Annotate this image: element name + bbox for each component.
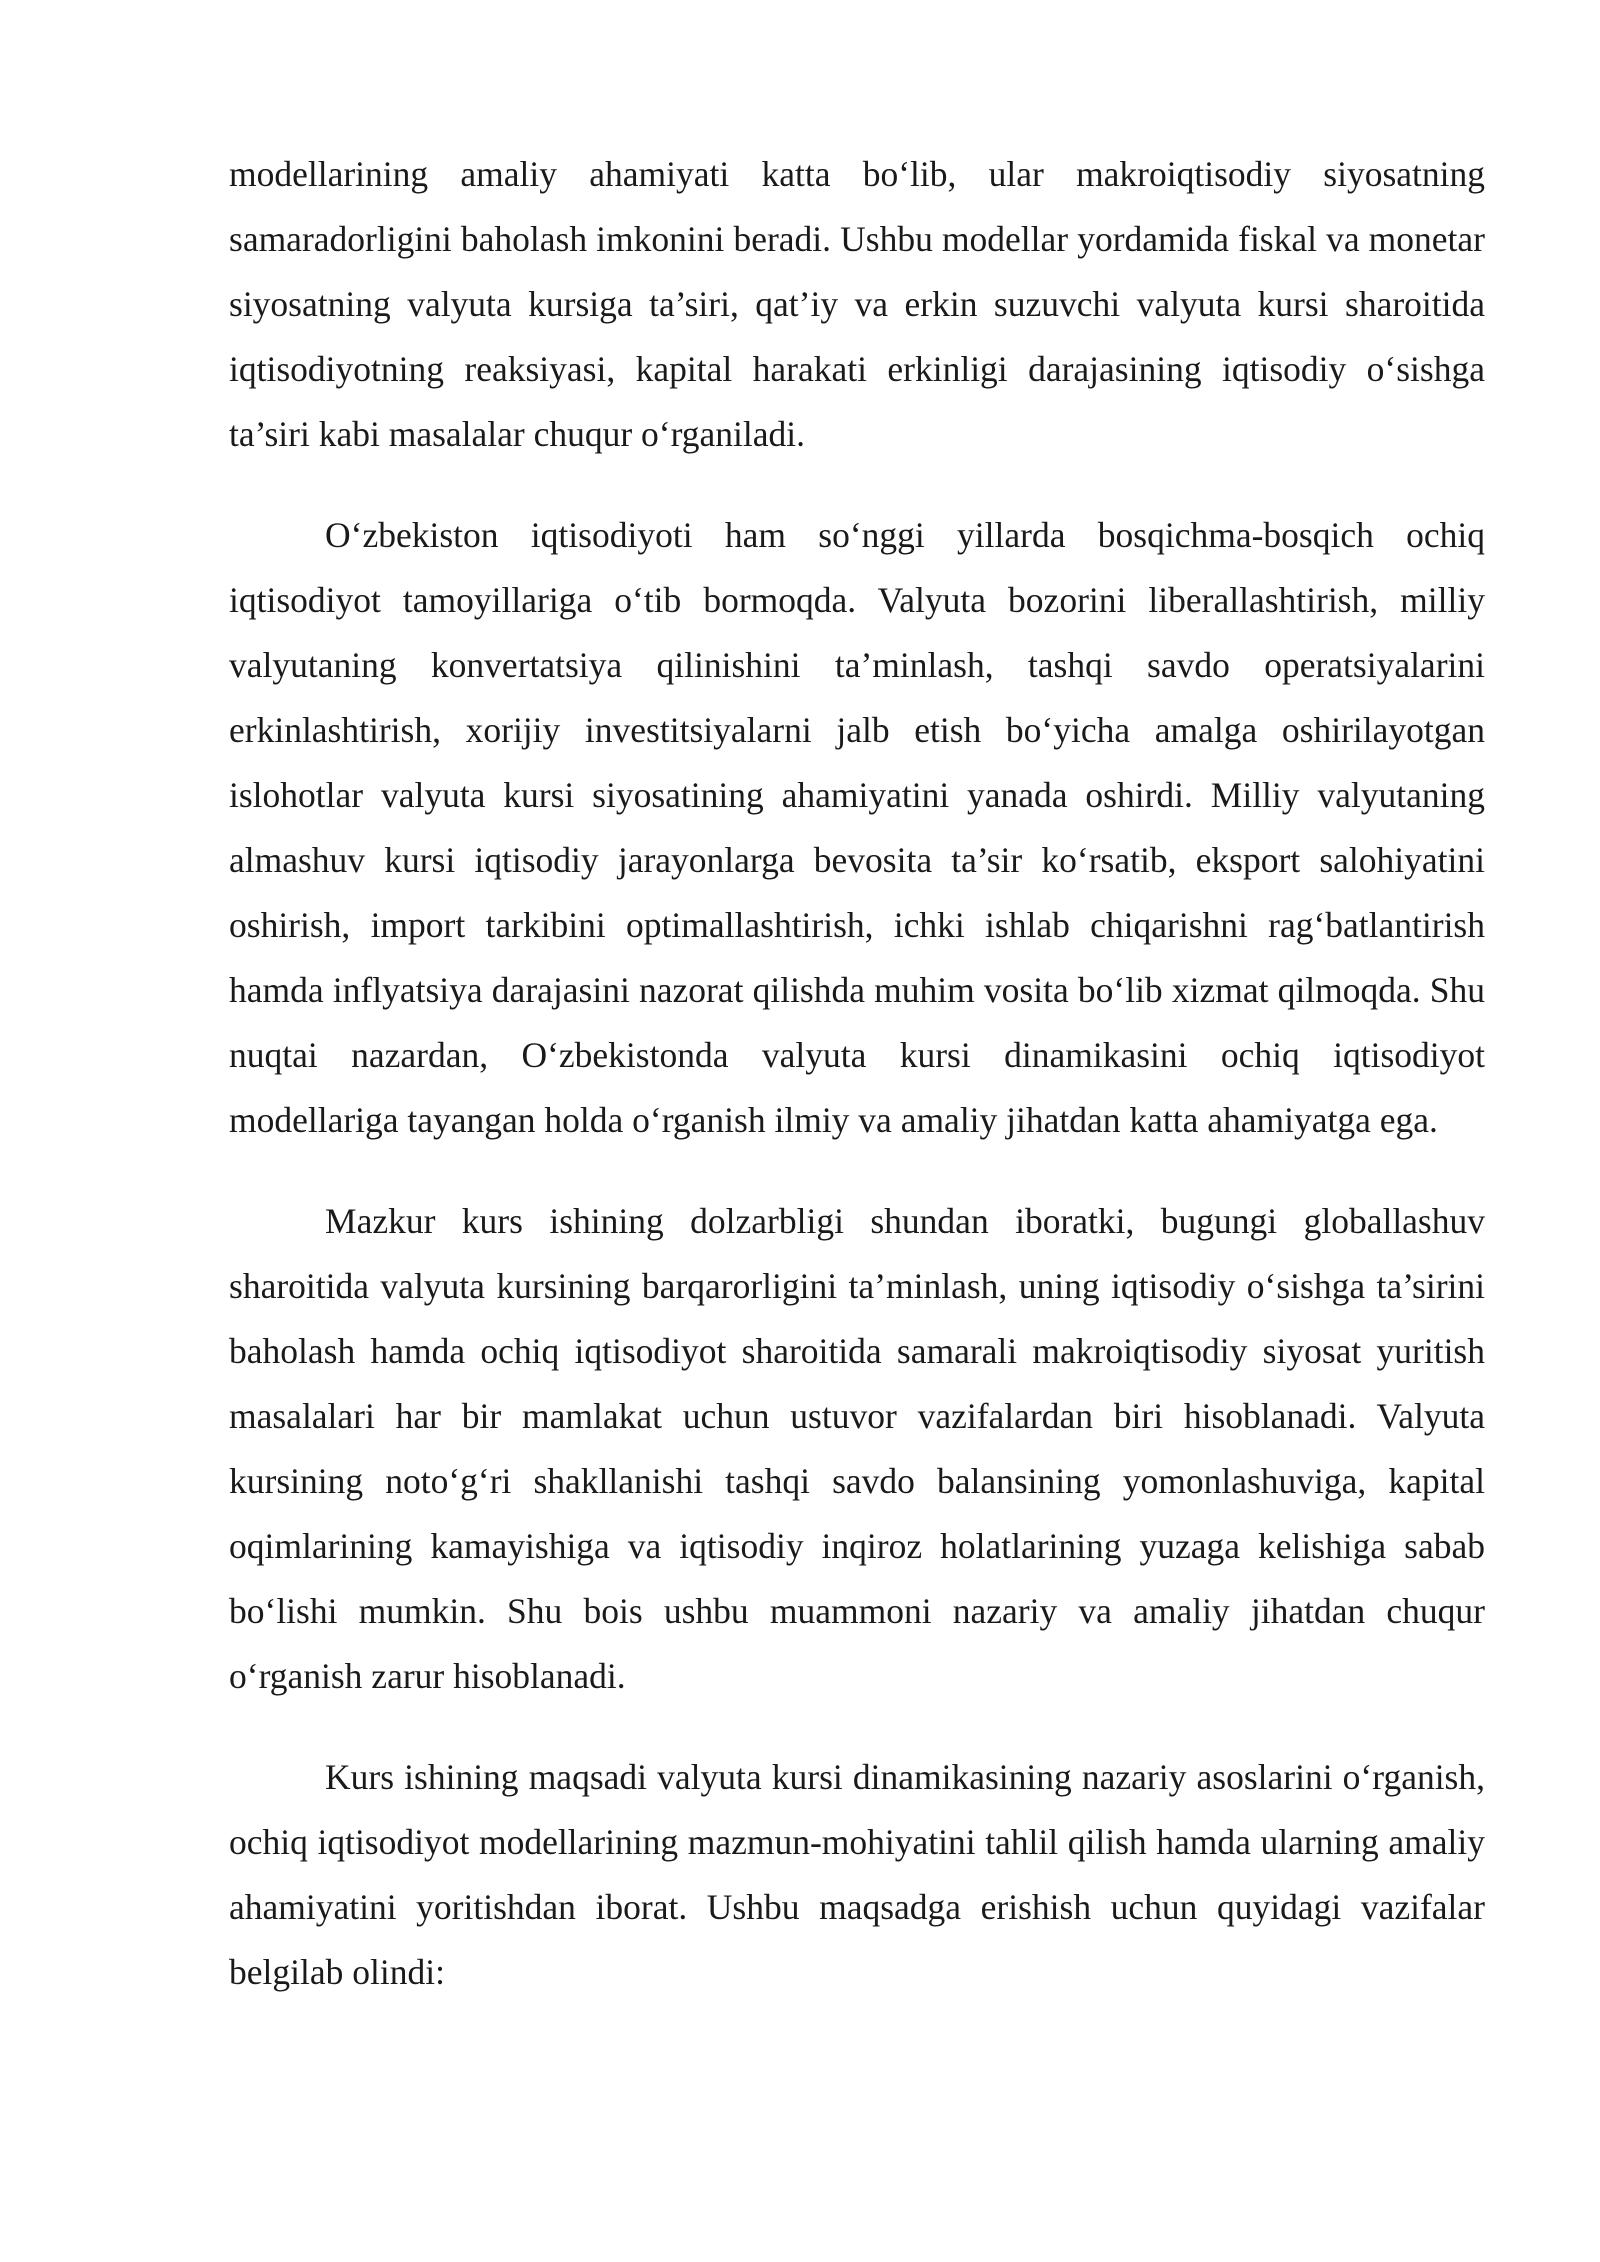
paragraph-1: modellarining amaliy ahamiyati katta bo‘lib, ular makroiqtisodiy siyosatning samaradorligini baholash imkonini beradi. Ushbu modellar yordamida fiskal va monetar siyosatning valyuta kursiga ta’siri, qat’iy va erkin suzuvchi valyuta kursi sharoitida iqtisodiyotning reaksiyasi, kapital harakati erkinligi darajasining iqtisodiy o‘sishga ta’siri kabi masalalar chuqur o‘rganiladi.	[229, 154, 1485, 454]
paragraph-2: O‘zbekiston iqtisodiyoti ham so‘nggi yillarda bosqichma-bosqich ochiq iqtisodiyot tamoyillariga o‘tib bormoqda. Valyuta bozorini liberallashtirish, milliy valyutaning konvertatsiya qilinishini ta’minlash, tashqi savdo operatsiyalarini erkinlashtirish, xorijiy investitsiyalarni jalb etish bo‘yicha amalga oshirilayotgan islohotlar valyuta kursi siyosatining ahamiyatini yanada oshirdi. Milliy valyutaning almashuv kursi iqtisodiy jarayonlarga bevosita ta’sir ko‘rsatib, eksport salohiyatini oshirish, import tarkibini optimallashtirish, ichki ishlab chiqarishni rag‘batlantirish hamda inflyatsiya darajasini nazorat qilishda muhim vosita bo‘lib xizmat qilmoqda. Shu nuqtai nazardan, O‘zbekistonda valyuta kursi dinamikasini ochiq iqtisodiyot modellariga tayangan holda o‘rganish ilmiy va amaliy jihatdan katta ahamiyatga ega.	[229, 515, 1485, 1140]
document-body	[229, 142, 1485, 2041]
paragraph-3: Mazkur kurs ishining dolzarbligi shundan iboratki, bugungi globallashuv sharoitida valyuta kursining barqarorligini ta’minlash, uning iqtisodiy o‘sishga ta’sirini baholash hamda ochiq iqtisodiyot sharoitida samarali makroiqtisodiy siyosat yuritish masalalari har bir mamlakat uchun ustuvor vazifalardan biri hisoblanadi. Valyuta kursining noto‘g‘ri shakllanishi tashqi savdo balansining yomonlashuviga, kapital oqimlarining kamayishiga va iqtisodiy inqiroz holatlarining yuzaga kelishiga sabab bo‘lishi mumkin. Shu bois ushbu muammoni nazariy va amaliy jihatdan chuqur o‘rganish zarur hisoblanadi.	[229, 1201, 1485, 1696]
paragraph-4: Kurs ishining maqsadi valyuta kursi dinamikasining nazariy asoslarini o‘rganish, ochiq iqtisodiyot modellarining mazmun-mohiyatini tahlil qilish hamda ularning amaliy ahamiyatini yoritishdan iborat. Ushbu maqsadga erishish uchun quyidagi vazifalar belgilab olindi:	[229, 1757, 1485, 1992]
